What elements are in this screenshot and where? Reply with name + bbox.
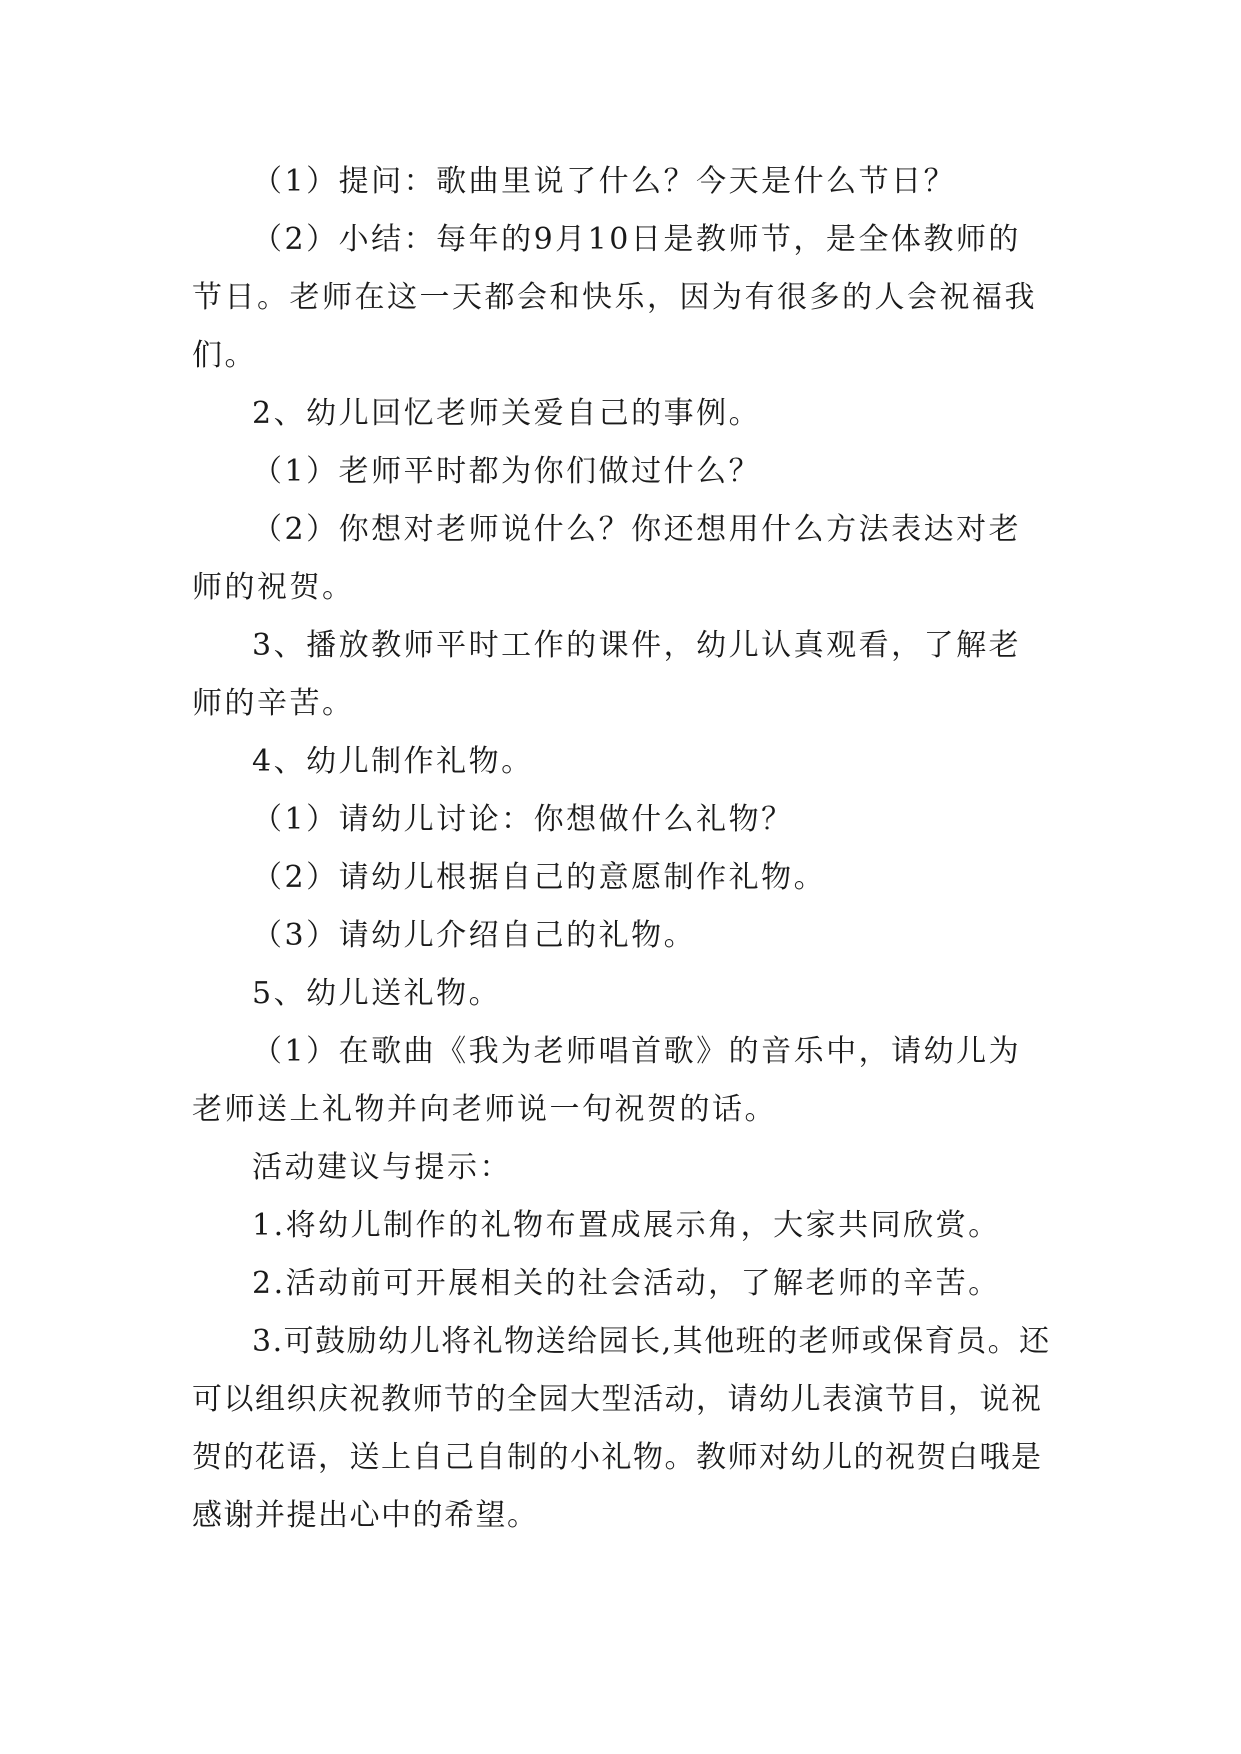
paragraph-step-2-q2: （2）你想对老师说什么？你还想用什么方法表达对老师的祝贺。 bbox=[192, 512, 1022, 605]
paragraph-suggestion-2: 2.活动前可开展相关的社会活动，了解老师的辛苦。 bbox=[252, 1266, 1001, 1301]
paragraph-step-5-q1: （1）在歌曲《我为老师唱首歌》的音乐中，请幼儿为老师送上礼物并向老师说一句祝贺的话。 bbox=[192, 1034, 1022, 1127]
paragraph-summary: （2）小结：每年的9月10日是教师节，是全体教师的节日。老师在这一天都会和快乐，因为有很多的人会祝福我们。 bbox=[192, 222, 1037, 373]
paragraph-suggestions-heading: 活动建议与提示： bbox=[252, 1150, 512, 1185]
paragraph-step-5: 5、幼儿送礼物。 bbox=[252, 976, 502, 1011]
paragraph-step-3: 3、播放教师平时工作的课件，幼儿认真观看，了解老师的辛苦。 bbox=[192, 628, 1022, 721]
paragraph-step-4-q3: （3）请幼儿介绍自己的礼物。 bbox=[252, 918, 697, 953]
paragraph-step-4: 4、幼儿制作礼物。 bbox=[252, 744, 534, 779]
paragraph-suggestion-1: 1.将幼儿制作的礼物布置成展示角，大家共同欣赏。 bbox=[252, 1208, 1001, 1243]
paragraph-step-4-q1: （1）请幼儿讨论：你想做什么礼物？ bbox=[252, 802, 794, 837]
paragraph-step-2-q1: （1）老师平时都为你们做过什么？ bbox=[252, 454, 762, 489]
paragraph-suggestion-3: 3.可鼓励幼儿将礼物送给园长,其他班的老师或保育员。还可以组织庆祝教师节的全园大型活动，请幼儿表演节目，说祝贺的花语，送上自己自制的小礼物。教师对幼儿的祝贺白哦是感谢并提出心中的希望。 bbox=[192, 1324, 1051, 1533]
document-body bbox=[192, 153, 1052, 1545]
paragraph-question: （1）提问：歌曲里说了什么？今天是什么节日？ bbox=[252, 164, 957, 199]
paragraph-step-4-q2: （2）请幼儿根据自己的意愿制作礼物。 bbox=[252, 860, 827, 895]
paragraph-step-2: 2、幼儿回忆老师关爱自己的事例。 bbox=[252, 396, 762, 431]
